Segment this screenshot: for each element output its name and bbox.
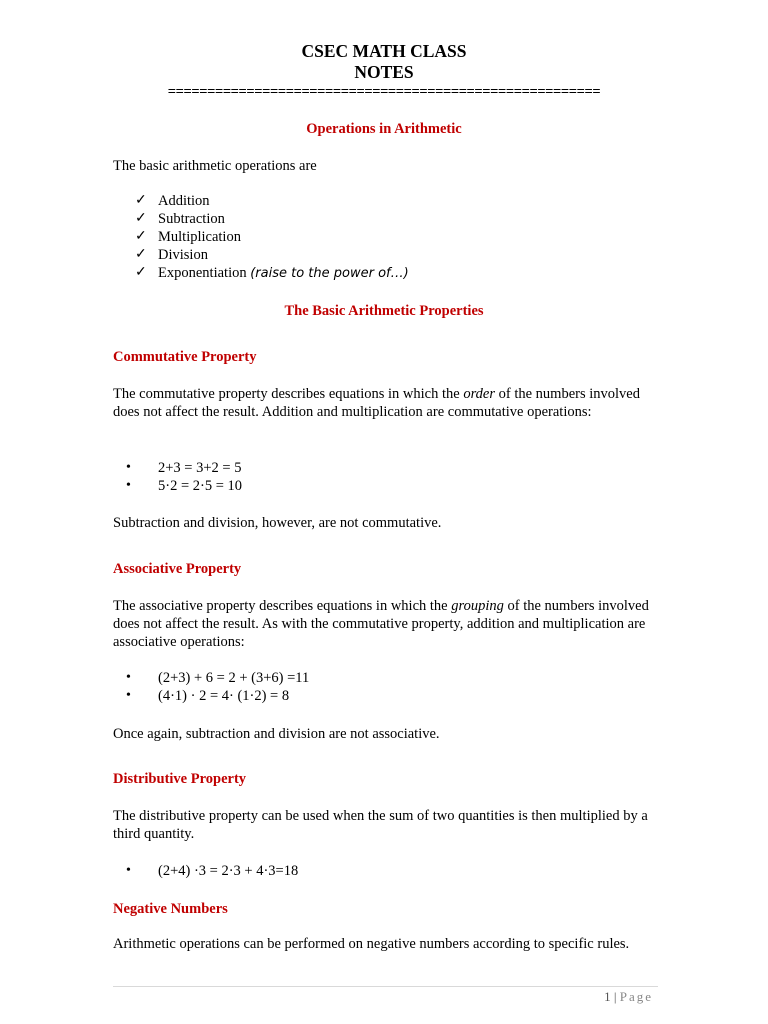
title-rule: ======================================================= bbox=[167, 84, 601, 100]
distributive-examples bbox=[113, 862, 298, 880]
check-icon: ✓ bbox=[135, 193, 147, 208]
commutative-examples bbox=[113, 459, 242, 495]
heading-operations: Operations in Arithmetic bbox=[306, 121, 462, 137]
footer-divider bbox=[113, 986, 658, 987]
list-item: • (2+4) ·3 = 2·3 + 4·3=18 bbox=[126, 863, 299, 879]
negative-numbers-description: Arithmetic operations can be performed on negative numbers according to specific rules. bbox=[113, 936, 630, 952]
list-item: • (4·1) · 2 = 4· (1·2) = 8 bbox=[126, 688, 290, 704]
bullet-icon: • bbox=[126, 863, 131, 878]
heading-negative-numbers: Negative Numbers bbox=[113, 901, 228, 917]
distributive-description: The distributive property can be used when the sum of two quantities is then multiplied by a third quantity. bbox=[113, 808, 648, 842]
list-item: ✓ Exponentiation (raise to the power of…) bbox=[135, 265, 409, 281]
commutative-closing: Subtraction and division, however, are not commutative. bbox=[113, 515, 442, 531]
heading-properties: The Basic Arithmetic Properties bbox=[284, 303, 484, 319]
bullet-icon: • bbox=[126, 460, 131, 475]
associative-closing: Once again, subtraction and division are not associative. bbox=[113, 726, 440, 742]
heading-commutative: Commutative Property bbox=[113, 349, 257, 365]
list-item: ✓ Subtraction bbox=[135, 211, 225, 227]
document-title-line1: CSEC MATH CLASS bbox=[301, 41, 467, 61]
bullet-icon: • bbox=[126, 670, 131, 685]
list-item: ✓ Multiplication bbox=[135, 229, 241, 245]
document-title-line2: NOTES bbox=[354, 62, 414, 82]
check-icon: ✓ bbox=[135, 229, 147, 244]
page-label: Page bbox=[619, 989, 653, 1004]
list-item: • (2+3) + 6 = 2 + (3+6) =11 bbox=[126, 670, 310, 686]
operations-list bbox=[113, 192, 409, 282]
bullet-icon: • bbox=[126, 688, 131, 703]
commutative-description: The commutative property describes equations in which the order of the numbers involved does not affect the result. Addition and multiplication are commutative operations: bbox=[113, 386, 640, 420]
heading-associative: Associative Property bbox=[113, 561, 242, 577]
list-item: ✓ Division bbox=[135, 247, 208, 263]
bullet-icon: • bbox=[126, 478, 131, 493]
page-number: 1 bbox=[604, 989, 611, 1004]
list-item: ✓ Addition bbox=[135, 193, 210, 209]
check-icon: ✓ bbox=[135, 211, 147, 226]
associative-description: The associative property describes equations in which the grouping of the numbers involved does not affect the result. As with the commutative property, addition and multiplication are associative operations: bbox=[113, 598, 649, 650]
operations-intro: The basic arithmetic operations are bbox=[113, 158, 317, 174]
check-icon: ✓ bbox=[135, 265, 147, 280]
page-footer: 1 | Page bbox=[604, 989, 653, 1004]
check-icon: ✓ bbox=[135, 247, 147, 262]
heading-distributive: Distributive Property bbox=[113, 771, 247, 787]
list-item: • 5·2 = 2·5 = 10 bbox=[126, 478, 243, 494]
associative-examples bbox=[113, 669, 309, 705]
list-item: • 2+3 = 3+2 = 5 bbox=[126, 460, 242, 476]
exponent-note: (raise to the power of…) bbox=[250, 266, 409, 281]
